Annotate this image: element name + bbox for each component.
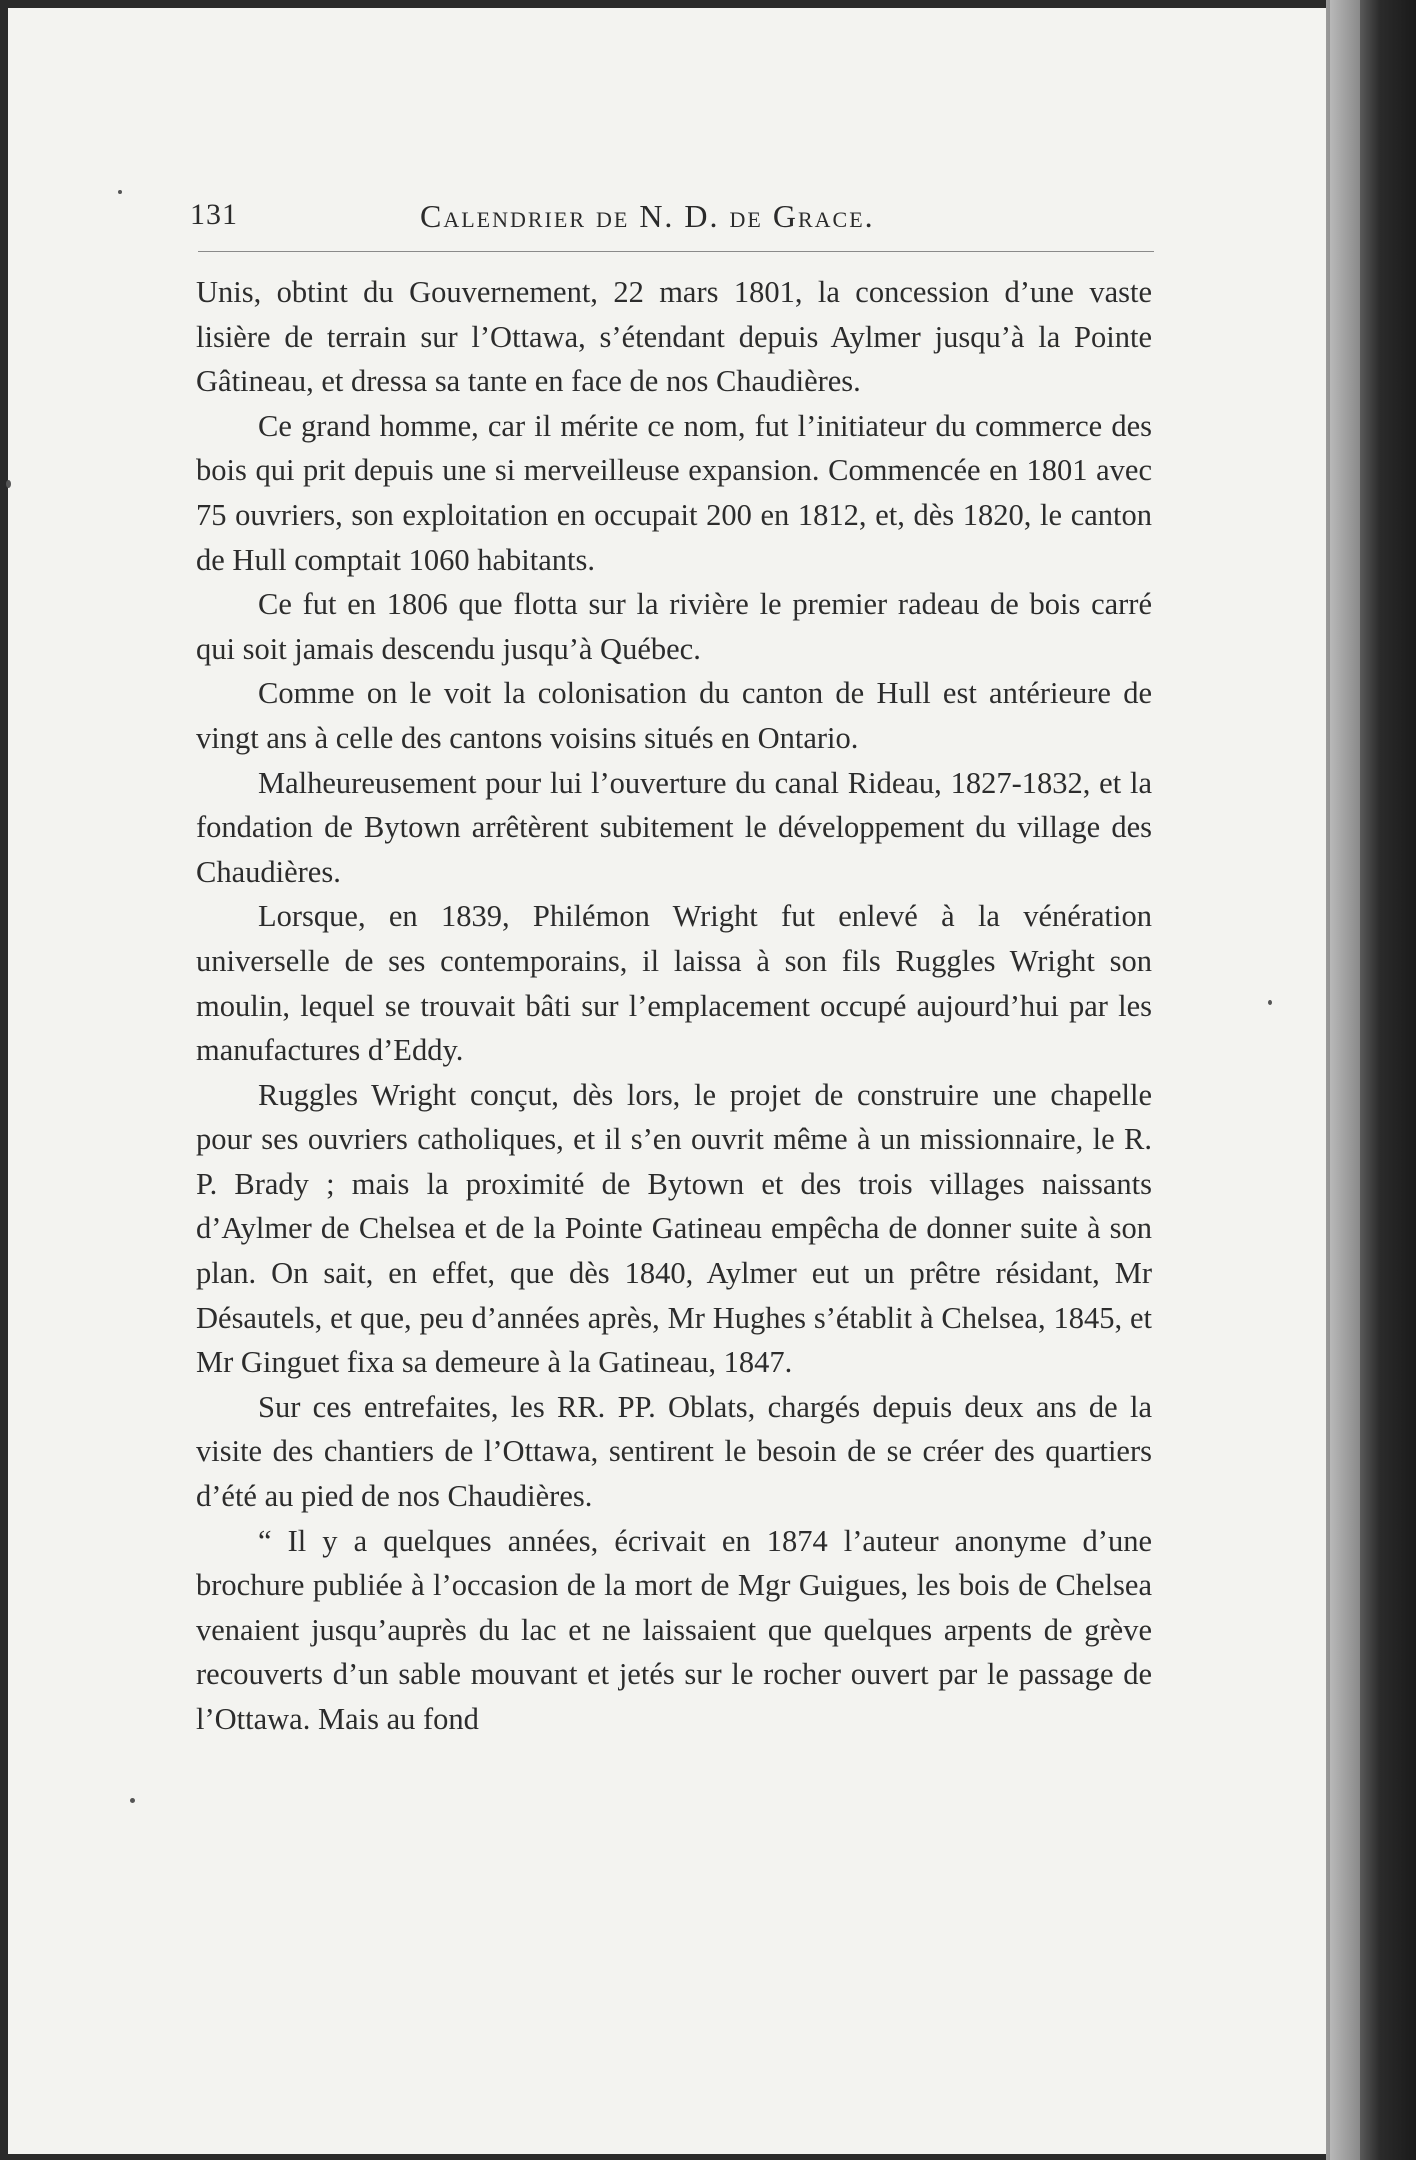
- scan-speck: [118, 190, 122, 194]
- paragraph-5: Malheureusement pour lui l’ouverture du canal Rideau, 1827-1832, et la fondation de Bytown arrêtèrent subitement le développement du village des Chaudières.: [196, 765, 1152, 889]
- paragraph-6: Lorsque, en 1839, Philémon Wright fut enlevé à la vénération universelle de ses contemporains, il laissa à son fils Ruggles Wright son moulin, lequel se trouvait bâti sur l’emplacement occupé aujourd’hui par les manufactures d’Eddy.: [196, 899, 1152, 1068]
- page-fold-shadow: [1330, 0, 1360, 2160]
- paragraph-4: Comme on le voit la colonisation du canton de Hull est antérieure de vingt ans à celle des cantons voisins situés en Ontario.: [196, 676, 1152, 755]
- paragraph-8: Sur ces entrefaites, les RR. PP. Oblats, chargés depuis deux ans de la visite des chantiers de l’Ottawa, sentirent le besoin de se créer des quartiers d’été au pied de nos Chaudières.: [196, 1389, 1152, 1514]
- page-number: 131: [190, 198, 238, 231]
- paragraph-2: Ce grand homme, car il mérite ce nom, fut l’initiateur du commerce des bois qui prit depuis une si merveilleuse expansion. Commencée en 1801 avec 75 ouvriers, son exploitation en occupait 200 en 1812, et, dès 1820, le canton de Hull comptait 1060 habitants.: [196, 408, 1152, 577]
- page-header: [190, 198, 1150, 248]
- paragraph-3: Ce fut en 1806 que flotta sur la rivière le premier radeau de bois carré qui soit jamais descendu jusqu’à Québec.: [196, 587, 1152, 666]
- scan-speck: [6, 480, 11, 488]
- paragraph-1: Unis, obtint du Gouvernement, 22 mars 1801, la concession d’une vaste lisière de terrain sur l’Ottawa, s’étendant depuis Aylmer jusqu’à la Pointe Gâtineau, et dressa sa tante en face de nos Chaudières.: [196, 275, 1152, 399]
- header-rule: [198, 251, 1154, 252]
- running-title: Calendrier de N. D. de Grace.: [420, 198, 875, 234]
- scan-speck: [1268, 1000, 1272, 1005]
- scan-speck: [130, 1798, 135, 1803]
- paragraph-9: “ Il y a quelques années, écrivait en 1874 l’auteur anonyme d’une brochure publiée à l’occasion de la mort de Mgr Guigues, les bois de Chelsea venaient jusqu’auprès du lac et ne laissaient que quelques arpents de grève recouverts d’un sable mouvant et jetés sur le rocher ouvert par le passage de l’Ottawa. Mais au fond: [196, 1523, 1152, 1736]
- paragraph-7: Ruggles Wright conçut, dès lors, le projet de construire une chapelle pour ses ouvriers catholiques, et il s’en ouvrit même à un missionnaire, le R. P. Brady ; mais la proximité de Bytown et des trois villages naissants d’Aylmer de Chelsea et de la Pointe Gatineau empêcha de donner suite à son plan. On sait, en effet, que dès 1840, Aylmer eut un prêtre résidant, Mr Désautels, et que, peu d’années après, Mr Hughes s’établit à Chelsea, 1845, et Mr Ginguet fixa sa demeure à la Gatineau, 1847.: [196, 1077, 1152, 1380]
- page-body: [196, 270, 1152, 1742]
